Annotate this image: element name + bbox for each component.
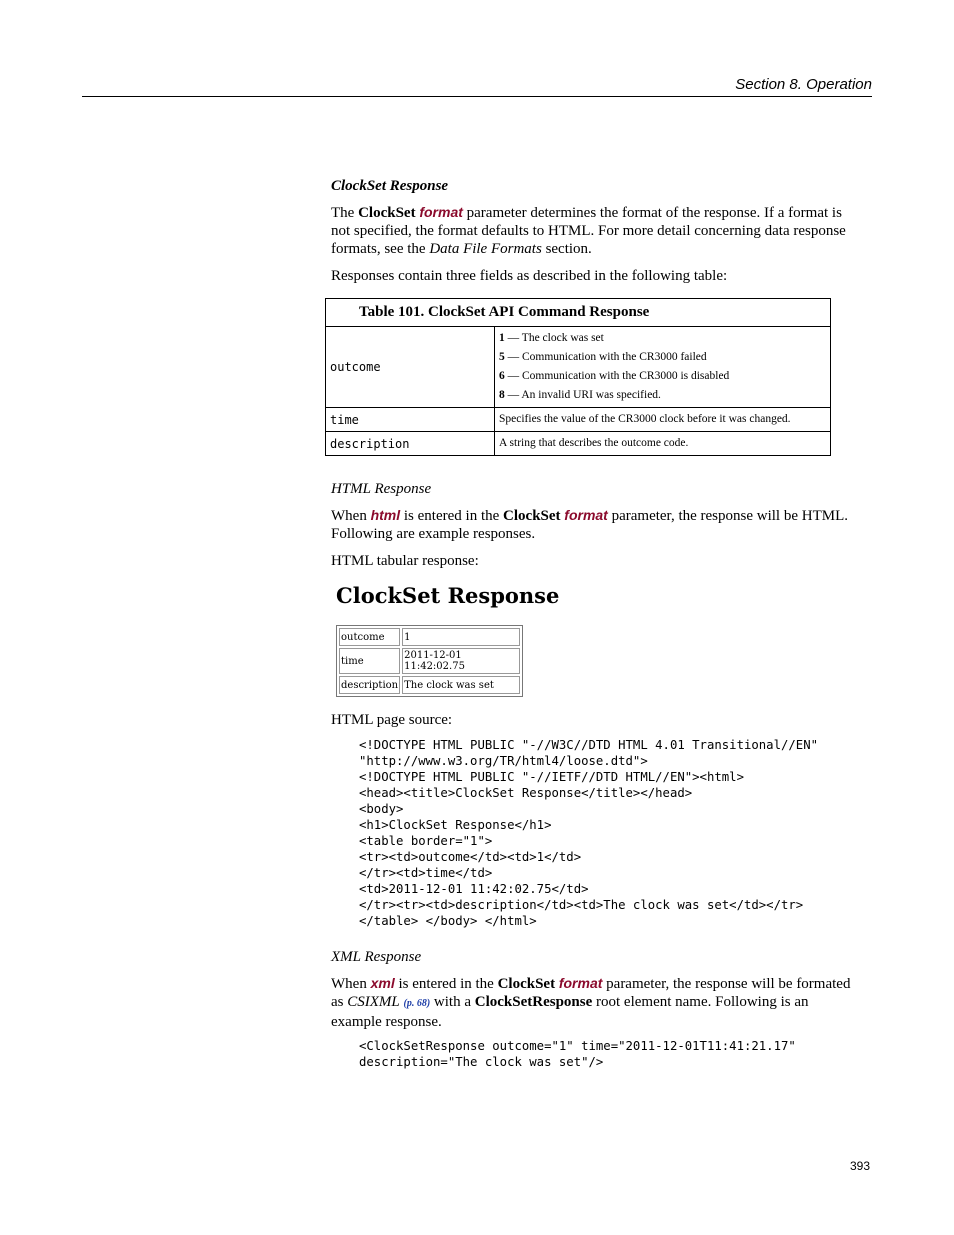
outcome-code: 1 — [499, 332, 505, 344]
xml-format-paragraph — [331, 974, 851, 1031]
html-tabular-label: HTML tabular response: — [331, 553, 479, 569]
text: is entered in the — [394, 976, 498, 992]
outcome-text: — The clock was set — [504, 332, 604, 344]
xml-response-section — [331, 949, 851, 1040]
example-key: time — [339, 648, 400, 674]
page-reference-link[interactable]: (p. 68) — [403, 998, 431, 1009]
text: parameter, the response will be HTML. Following are example responses. — [331, 508, 848, 542]
table-caption-row — [326, 299, 831, 327]
outcome-code: 6 — [499, 370, 505, 382]
example-value: 1 — [402, 628, 520, 646]
clockset-term: ClockSet — [497, 976, 556, 992]
clockset-term: ClockSet — [503, 508, 561, 524]
table-row — [326, 327, 831, 408]
page-header — [82, 76, 872, 97]
data-file-formats-ref: Data File Formats — [429, 241, 542, 257]
outcome-line — [499, 348, 826, 367]
section-title: Section 8. Operation — [735, 76, 872, 93]
xml-source-code: <ClockSetResponse outcome="1" time="2011-12-01T11:41:21.17" description="The clock was set"/> — [359, 1039, 796, 1069]
field-description: Specifies the value of the CR3000 clock before it was changed. — [495, 408, 831, 432]
html-source-code: <!DOCTYPE HTML PUBLIC "-//W3C//DTD HTML 4.01 Transitional//EN" "http://www.w3.org/TR/html4/loose.dtd"> <!DOCTYPE HTML PUBLIC "-//IETF//DTD HTML//EN"><html> <head><title>ClockSet Response</title></head> <body> <h1>ClockSet Response</h1> <table border="1"> <tr><td>outcome</td><td>1</td> </tr><td>time</td> <td>2011-12-01 11:42:02.75</td> </tr><tr><td>description</td><td>The clock was set</td></tr> </table> </body> </html> — [359, 738, 819, 928]
field-name: description — [326, 432, 495, 456]
clockset-term: ClockSet — [358, 205, 416, 221]
html-example-render — [336, 583, 559, 697]
field-name: outcome — [326, 327, 495, 408]
clockset-response-section — [331, 178, 851, 294]
fields-intro-paragraph: Responses contain three fields as described in the following table: — [331, 268, 728, 284]
text: When — [331, 976, 371, 992]
html-format-paragraph — [331, 506, 851, 543]
text: The — [331, 205, 359, 221]
field-description — [495, 327, 831, 408]
table-row — [339, 676, 520, 694]
example-key: outcome — [339, 628, 400, 646]
text: root element name. Following is an example response. — [331, 994, 809, 1030]
outcome-line — [499, 367, 826, 386]
outcome-line — [499, 329, 826, 348]
table-row — [326, 432, 831, 456]
text: When — [331, 508, 371, 524]
clockset-response-table — [325, 298, 831, 456]
example-table — [336, 625, 523, 697]
csixml-term: CSIXML — [347, 994, 400, 1010]
format-keyword: format — [564, 507, 608, 523]
outcome-code: 8 — [499, 389, 505, 401]
text: parameter, the response will be formated as — [331, 976, 851, 1010]
html-keyword: html — [370, 507, 401, 523]
clockset-response-heading: ClockSet Response — [331, 178, 449, 194]
table-caption: Table 101. ClockSet API Command Response — [326, 299, 831, 327]
example-title: ClockSet Response — [336, 583, 560, 608]
format-keyword: format — [558, 975, 603, 991]
format-keyword: format — [419, 204, 463, 220]
text: is entered in the — [400, 508, 504, 524]
text: section. — [541, 241, 592, 257]
outcome-text: — An invalid URI was specified. — [504, 389, 661, 401]
page-number: 393 — [849, 1159, 870, 1173]
xml-response-heading: XML Response — [331, 949, 422, 965]
table-row — [339, 648, 520, 674]
field-name: time — [326, 408, 495, 432]
html-response-heading: HTML Response — [331, 481, 432, 497]
text: parameter determines the format of the response. If a format is not specified, the format defaults to HTML. For more detail concerning data response formats, see the — [331, 205, 846, 257]
xml-keyword: xml — [370, 975, 395, 991]
table-row — [339, 628, 520, 646]
outcome-text: — Communication with the CR3000 is disabled — [504, 370, 730, 382]
field-description: A string that describes the outcome code. — [495, 432, 831, 456]
clocksetresponse-term: ClockSetResponse — [474, 994, 593, 1010]
text: with a — [430, 994, 475, 1010]
outcome-text: — Communication with the CR3000 failed — [504, 351, 707, 363]
outcome-code: 5 — [499, 351, 505, 363]
example-value: The clock was set — [402, 676, 520, 694]
table-row — [326, 408, 831, 432]
example-value: 2011-12-01 11:42:02.75 — [402, 648, 520, 674]
outcome-line — [499, 386, 826, 405]
example-key: description — [339, 676, 400, 694]
html-page-source-label: HTML page source: — [331, 712, 453, 728]
html-response-section — [331, 481, 851, 579]
clockset-format-paragraph — [331, 203, 851, 258]
